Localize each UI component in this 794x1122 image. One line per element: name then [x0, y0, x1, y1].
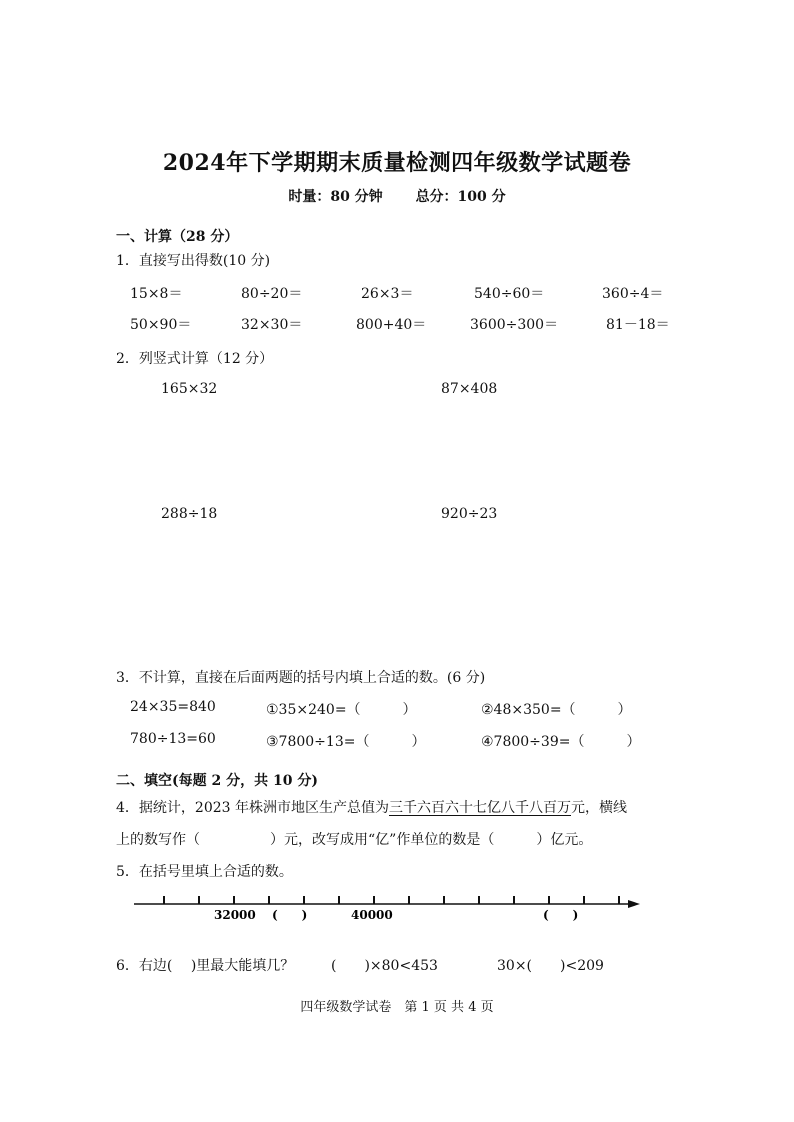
- page-footer: 四年级数学试卷 第 1 页 共 4 页: [300, 1000, 494, 1015]
- section2-heading: 二、填空(每题 2 分，共 10 分): [116, 773, 318, 789]
- q3-item: ③7800÷13=（ ）: [266, 734, 426, 750]
- q1-item: 26×3＝: [361, 286, 414, 302]
- q1-item: 80÷20＝: [241, 286, 303, 302]
- q1-item: 50×90＝: [130, 317, 192, 333]
- q4-text-pre: 4．据统计，2023 年株洲市地区生产总值为: [116, 800, 389, 816]
- q2-item: 87×408: [441, 381, 498, 397]
- number-line-label: 32000: [214, 908, 256, 922]
- number-line-arrow: [628, 900, 640, 908]
- q3-item: ④7800÷39=（ ）: [481, 734, 641, 750]
- q2-item: 165×32: [161, 381, 218, 397]
- q3-item: ①35×240=（ ）: [266, 702, 417, 718]
- number-line-label: 40000: [351, 908, 393, 922]
- q4-line1: [116, 797, 627, 817]
- q4-line2: 上的数写作（ ）元，改写成用“亿”作单位的数是（ ）亿元。: [116, 832, 593, 848]
- q6-part1: ( )×80<453: [331, 958, 438, 974]
- q1-item: 81－18＝: [606, 317, 670, 333]
- number-line-label: ( ): [543, 908, 579, 922]
- q3-item: ②48×350=（ ）: [481, 702, 632, 718]
- exam-time: 时量：80 分钟: [288, 189, 383, 205]
- q4-underlined-number: 三千六百六十七亿八千八百万: [389, 800, 571, 816]
- q6-label: 6．右边( )里最大能填几？: [116, 958, 295, 974]
- number-line-ticks: [164, 896, 619, 904]
- exam-info: [0, 186, 794, 206]
- number-line: [120, 888, 650, 928]
- q3-label: 3．不计算，直接在后面两题的括号内填上合适的数。(6 分): [116, 670, 486, 686]
- section1-heading: 一、计算（28 分）: [116, 229, 239, 245]
- q1-label: 1．直接写出得数(10 分): [116, 253, 271, 269]
- q5-label: 5．在括号里填上合适的数。: [116, 864, 293, 880]
- number-line-label: ( ): [272, 908, 308, 922]
- q1-item: 360÷4＝: [602, 286, 664, 302]
- q1-item: 800+40＝: [356, 317, 427, 333]
- q2-item: 288÷18: [161, 506, 218, 522]
- q3-item: 24×35=840: [130, 699, 216, 715]
- q2-label: 2．列竖式计算（12 分）: [116, 351, 274, 367]
- q1-item: 15×8＝: [130, 286, 183, 302]
- q6-part2: 30×( )<209: [497, 958, 604, 974]
- q4-text-post: 元，横线: [571, 800, 627, 816]
- q1-item: 3600÷300＝: [470, 317, 559, 333]
- page-title: 2024年下学期期末质量检测四年级数学试题卷: [162, 150, 632, 176]
- q1-item: 540÷60＝: [474, 286, 545, 302]
- q3-item: 780÷13=60: [130, 731, 216, 747]
- q2-item: 920÷23: [441, 506, 498, 522]
- exam-total-score: 总分：100 分: [415, 189, 506, 205]
- q1-item: 32×30＝: [241, 317, 303, 333]
